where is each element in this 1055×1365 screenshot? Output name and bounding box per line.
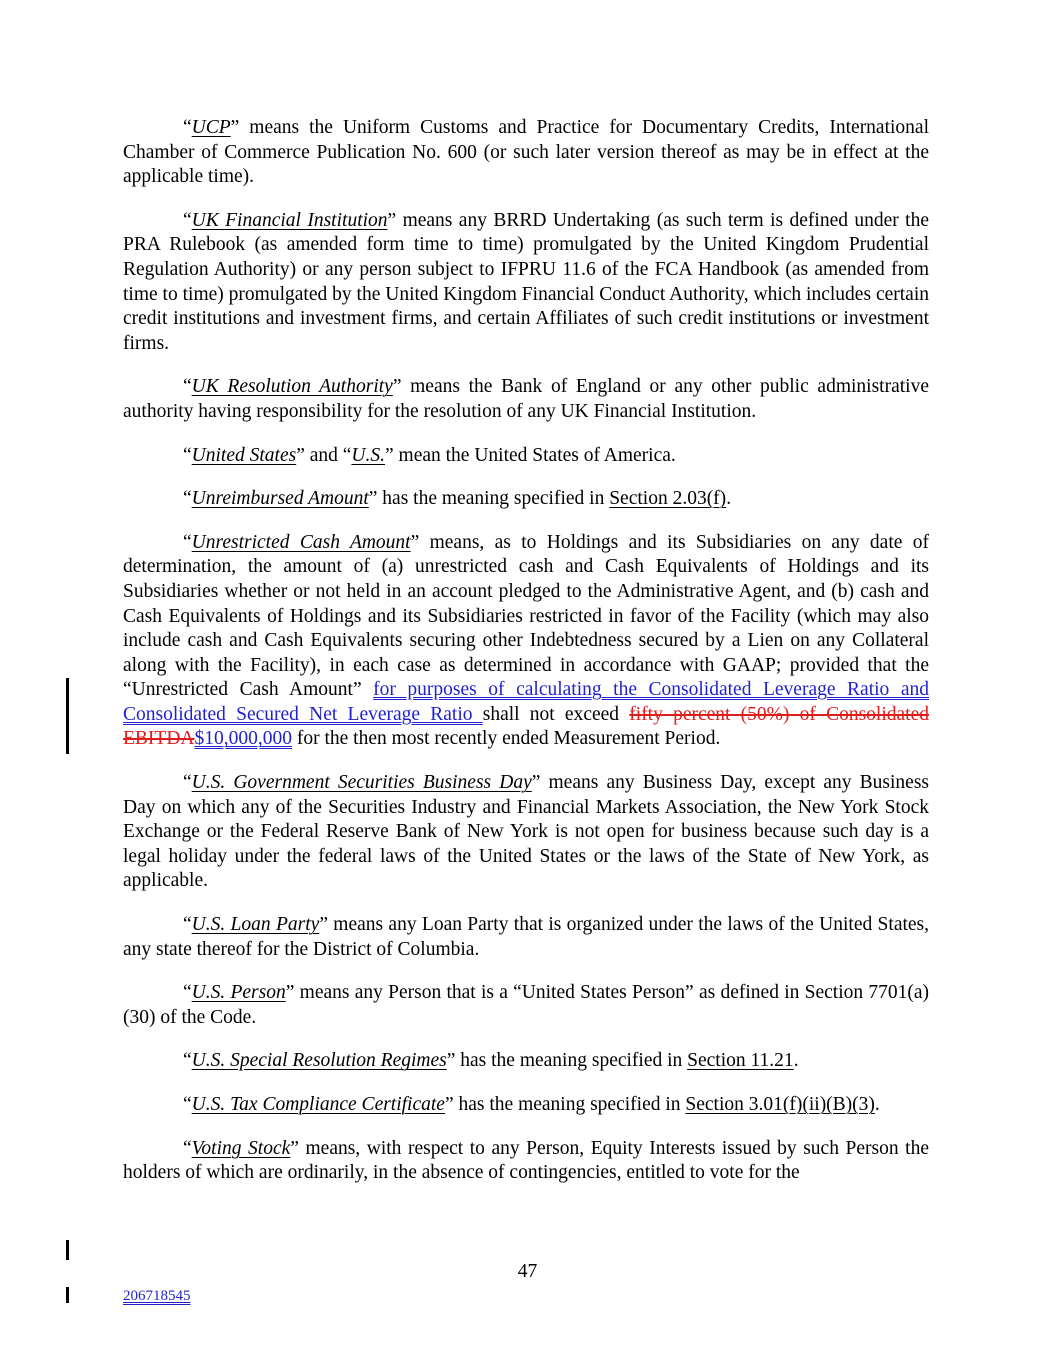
definition-text: ” means the Uniform Customs and Practice for Documentary Credits, International Chamber of Commerce Publication No. 600 (or such later version thereof as may be in effect at the applicable time). bbox=[123, 117, 929, 188]
defined-term: UK Financial Institution bbox=[191, 209, 388, 231]
page-number: 47 bbox=[517, 1261, 538, 1282]
open-quote: “ bbox=[183, 914, 192, 936]
definition-us-tax-compliance-certificate bbox=[123, 1093, 929, 1118]
definition-text: ” means the Bank of England or any other public administrative authority having responsibility for the resolution of any UK Financial Institution. bbox=[123, 376, 929, 422]
open-quote: “ bbox=[183, 772, 192, 794]
inserted-text: for purposes of calculating the Consolidated Leverage Ratio and Consolidated Secured Net Leverage Ratio bbox=[123, 679, 929, 725]
change-bar bbox=[66, 1287, 69, 1303]
change-bar bbox=[66, 678, 69, 754]
definition-voting-stock bbox=[123, 1137, 929, 1186]
open-quote: “ bbox=[183, 1094, 192, 1115]
definition-text: ” means, as to Holdings and its Subsidiaries on any date of determination, the amount of (a) unrestricted cash and Cash Equivalents of Holdings and its Subsidiaries whether or not held in an account pledged to the Administrative Agent, and (b) cash and Cash Equivalents of Holdings and its Subsidiaries restricted in favor of the Facility (which may also include cash and Cash Equivalents securing other Indebtedness secured by a Lien on any Collateral along with the Facility), in each case as determined in accordance with GAAP; provided that the “Unrestricted Cash Amount” bbox=[123, 531, 929, 701]
defined-term: U.S. Tax Compliance Certificate bbox=[191, 1094, 445, 1115]
open-quote: “ bbox=[183, 982, 192, 1004]
definition-text: ” means any Person that is a “United States Person” as defined in Section 7701(a)(30) of the Code. bbox=[123, 982, 930, 1028]
defined-term: U.S. Person bbox=[191, 982, 286, 1004]
open-quote: “ bbox=[183, 376, 192, 398]
open-quote: “ bbox=[183, 117, 192, 138]
defined-term: UK Resolution Authority bbox=[191, 376, 393, 398]
defined-term: U.S. Loan Party bbox=[191, 914, 320, 936]
definition-uk-financial-institution bbox=[123, 209, 929, 357]
defined-term: U.S. Special Resolution Regimes bbox=[191, 1050, 447, 1072]
section-reference: Section 3.01(f)(ii)(B)(3) bbox=[685, 1094, 875, 1115]
definition-text: ” means, with respect to any Person, Equity Interests issued by such Person the holders of which are ordinarily, in the absence of contingencies, entitled to vote for the bbox=[123, 1137, 929, 1184]
definition-us-person bbox=[123, 981, 929, 1030]
definition-text: ” and “ bbox=[296, 444, 352, 466]
definition-text: ” mean the United States of America. bbox=[385, 444, 676, 466]
definition-text: ” has the meaning specified in bbox=[446, 1050, 688, 1072]
definition-us-special-resolution-regimes bbox=[123, 1049, 929, 1074]
document-body bbox=[123, 116, 929, 1205]
open-quote: “ bbox=[183, 531, 192, 553]
definition-text: ” has the meaning specified in bbox=[368, 488, 610, 510]
definition-text: shall not exceed bbox=[482, 703, 630, 725]
open-quote: “ bbox=[183, 444, 192, 466]
definition-us-government-securities-business-day bbox=[123, 771, 929, 894]
defined-term: UCP bbox=[191, 117, 231, 138]
open-quote: “ bbox=[183, 1137, 192, 1159]
definition-text: . bbox=[874, 1094, 880, 1115]
defined-term: U.S. Government Securities Business Day bbox=[191, 772, 532, 794]
defined-term: United States bbox=[191, 444, 297, 466]
deleted-text: fifty percent (50%) of Consolidated EBITDA bbox=[123, 703, 929, 750]
defined-term: U.S. bbox=[351, 444, 385, 466]
open-quote: “ bbox=[183, 1050, 192, 1072]
definition-united-states bbox=[123, 444, 929, 469]
definition-text: ” means any BRRD Undertaking (as such term is defined under the PRA Rulebook (as amended form time to time) promulgated by the United Kingdom Prudential Regulation Authority) or any person subject to IFPRU 11.6 of the FCA Handbook (as amended from time to time) promulgated by the United Kingdom Financial Conduct Authority, which includes certain credit institutions and investment firms, and certain Affiliates of such credit institutions or investment firms. bbox=[123, 209, 929, 354]
change-bar bbox=[66, 1240, 69, 1260]
definition-text: ” means any Business Day, except any Business Day on which any of the Securities Industry and Financial Markets Association, the New York Stock Exchange or the Federal Reserve Bank of New York is not open for business because such day is a legal holiday under the federal laws of the United States or the laws of the State of New York, as applicable. bbox=[123, 772, 929, 892]
defined-term: Voting Stock bbox=[191, 1137, 291, 1159]
definition-uk-resolution-authority bbox=[123, 375, 929, 424]
inserted-text: $10,000,000 bbox=[194, 728, 292, 750]
definition-unrestricted-cash-amount bbox=[123, 531, 929, 752]
defined-term: Unreimbursed Amount bbox=[191, 488, 369, 510]
definition-ucp bbox=[123, 116, 929, 190]
definition-text: ” means any Loan Party that is organized under the laws of the United States, any state thereof for the District of Columbia. bbox=[123, 914, 930, 960]
definition-text: . bbox=[726, 488, 732, 510]
open-quote: “ bbox=[183, 488, 192, 510]
definition-text: . bbox=[793, 1050, 799, 1072]
definition-text: for the then most recently ended Measurement Period. bbox=[292, 728, 721, 750]
definition-unreimbursed-amount bbox=[123, 487, 929, 512]
definition-us-loan-party bbox=[123, 913, 929, 962]
section-reference: Section 11.21 bbox=[687, 1050, 794, 1072]
definition-text: ” has the meaning specified in bbox=[444, 1094, 686, 1115]
section-reference: Section 2.03(f) bbox=[609, 488, 727, 510]
defined-term: Unrestricted Cash Amount bbox=[191, 531, 411, 553]
document-number: 206718545 bbox=[123, 1288, 191, 1304]
open-quote: “ bbox=[183, 209, 192, 231]
